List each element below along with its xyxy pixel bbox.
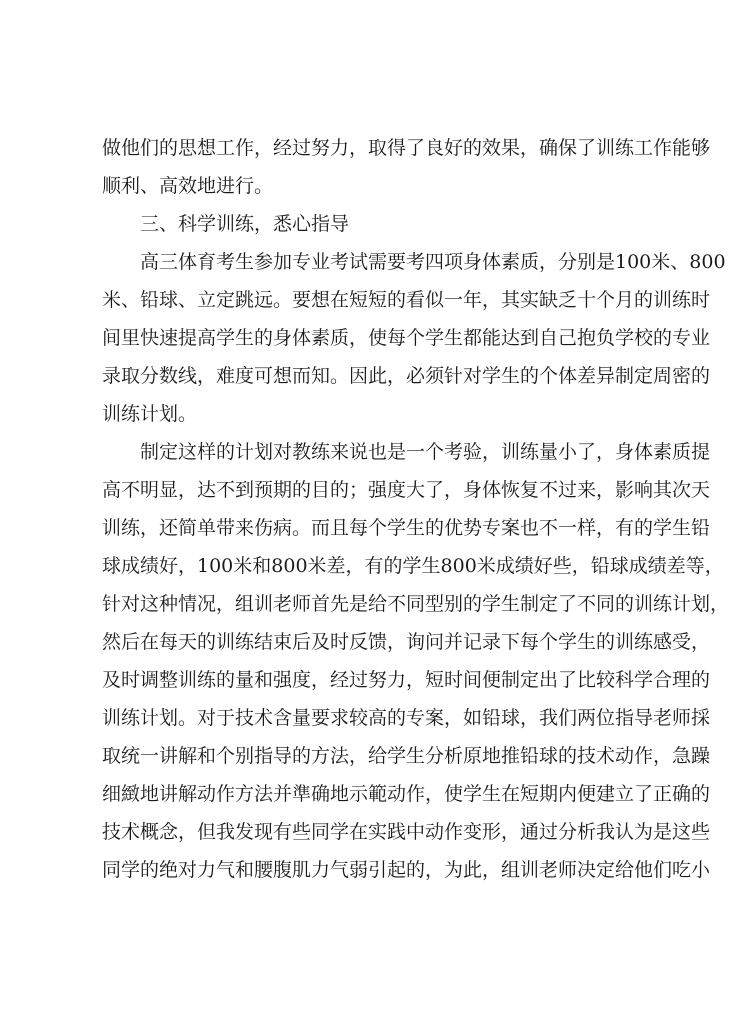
- section-heading: 三、科学训练，悉心指导: [140, 213, 350, 235]
- text-line: 同学的绝对力气和腰腹肌力气弱引起的，为此，组训老师决定给他们吃小: [102, 859, 711, 881]
- text-line: 高不明显，达不到预期的目的；强度大了，身体恢复不过来，影响其次天: [102, 479, 711, 501]
- text-line: 做他们的思想工作，经过努力，取得了良好的效果，确保了训练工作能够: [102, 137, 711, 159]
- text-line: 制定这样的计划对教练来说也是一个考验，训练量小了，身体素质提: [140, 441, 711, 463]
- text-line: 间里快速提高学生的身体素质，使每个学生都能达到自己抱负学校的专业: [102, 327, 711, 349]
- text-line: 录取分数线，难度可想而知。因此，必须针对学生的个体差异制定周密的: [102, 365, 711, 387]
- text-line: 针对这种情况，组训老师首先是给不同型别的学生制定了不同的训练计划，: [102, 593, 729, 615]
- text-line: 训练计划。对于技术含量要求较高的专案，如铅球，我们两位指导老师採: [102, 707, 711, 729]
- text-line: 细緻地讲解动作方法并準确地示範动作，使学生在短期内便建立了正确的: [102, 783, 711, 805]
- text-line: 顺利、高效地进行。: [102, 175, 274, 197]
- text-line: 取统一讲解和个别指导的方法，给学生分析原地推铅球的技术动作，急躁: [102, 745, 711, 767]
- text-line: 技术概念，但我发现有些同学在实践中动作变形，通过分析我认为是这些: [102, 821, 711, 843]
- text-line: 训练，还简单带来伤病。而且每个学生的优势专案也不一样，有的学生铅: [102, 517, 711, 539]
- text-line: 训练计划。: [102, 403, 198, 425]
- text-line: 球成绩好，100米和800米差，有的学生800米成绩好些，铅球成绩差等，: [102, 555, 724, 577]
- text-line: 高三体育考生参加专业考试需要考四项身体素质，分别是100米、800: [140, 251, 726, 273]
- text-line: 然后在每天的训练结束后及时反馈，询问并记录下每个学生的训练感受，: [102, 631, 711, 653]
- text-line: 米、铅球、立定跳远。要想在短短的看似一年，其实缺乏十个月的训练时: [102, 289, 711, 311]
- text-line: 及时调整训练的量和强度，经过努力，短时间便制定出了比较科学合理的: [102, 669, 711, 691]
